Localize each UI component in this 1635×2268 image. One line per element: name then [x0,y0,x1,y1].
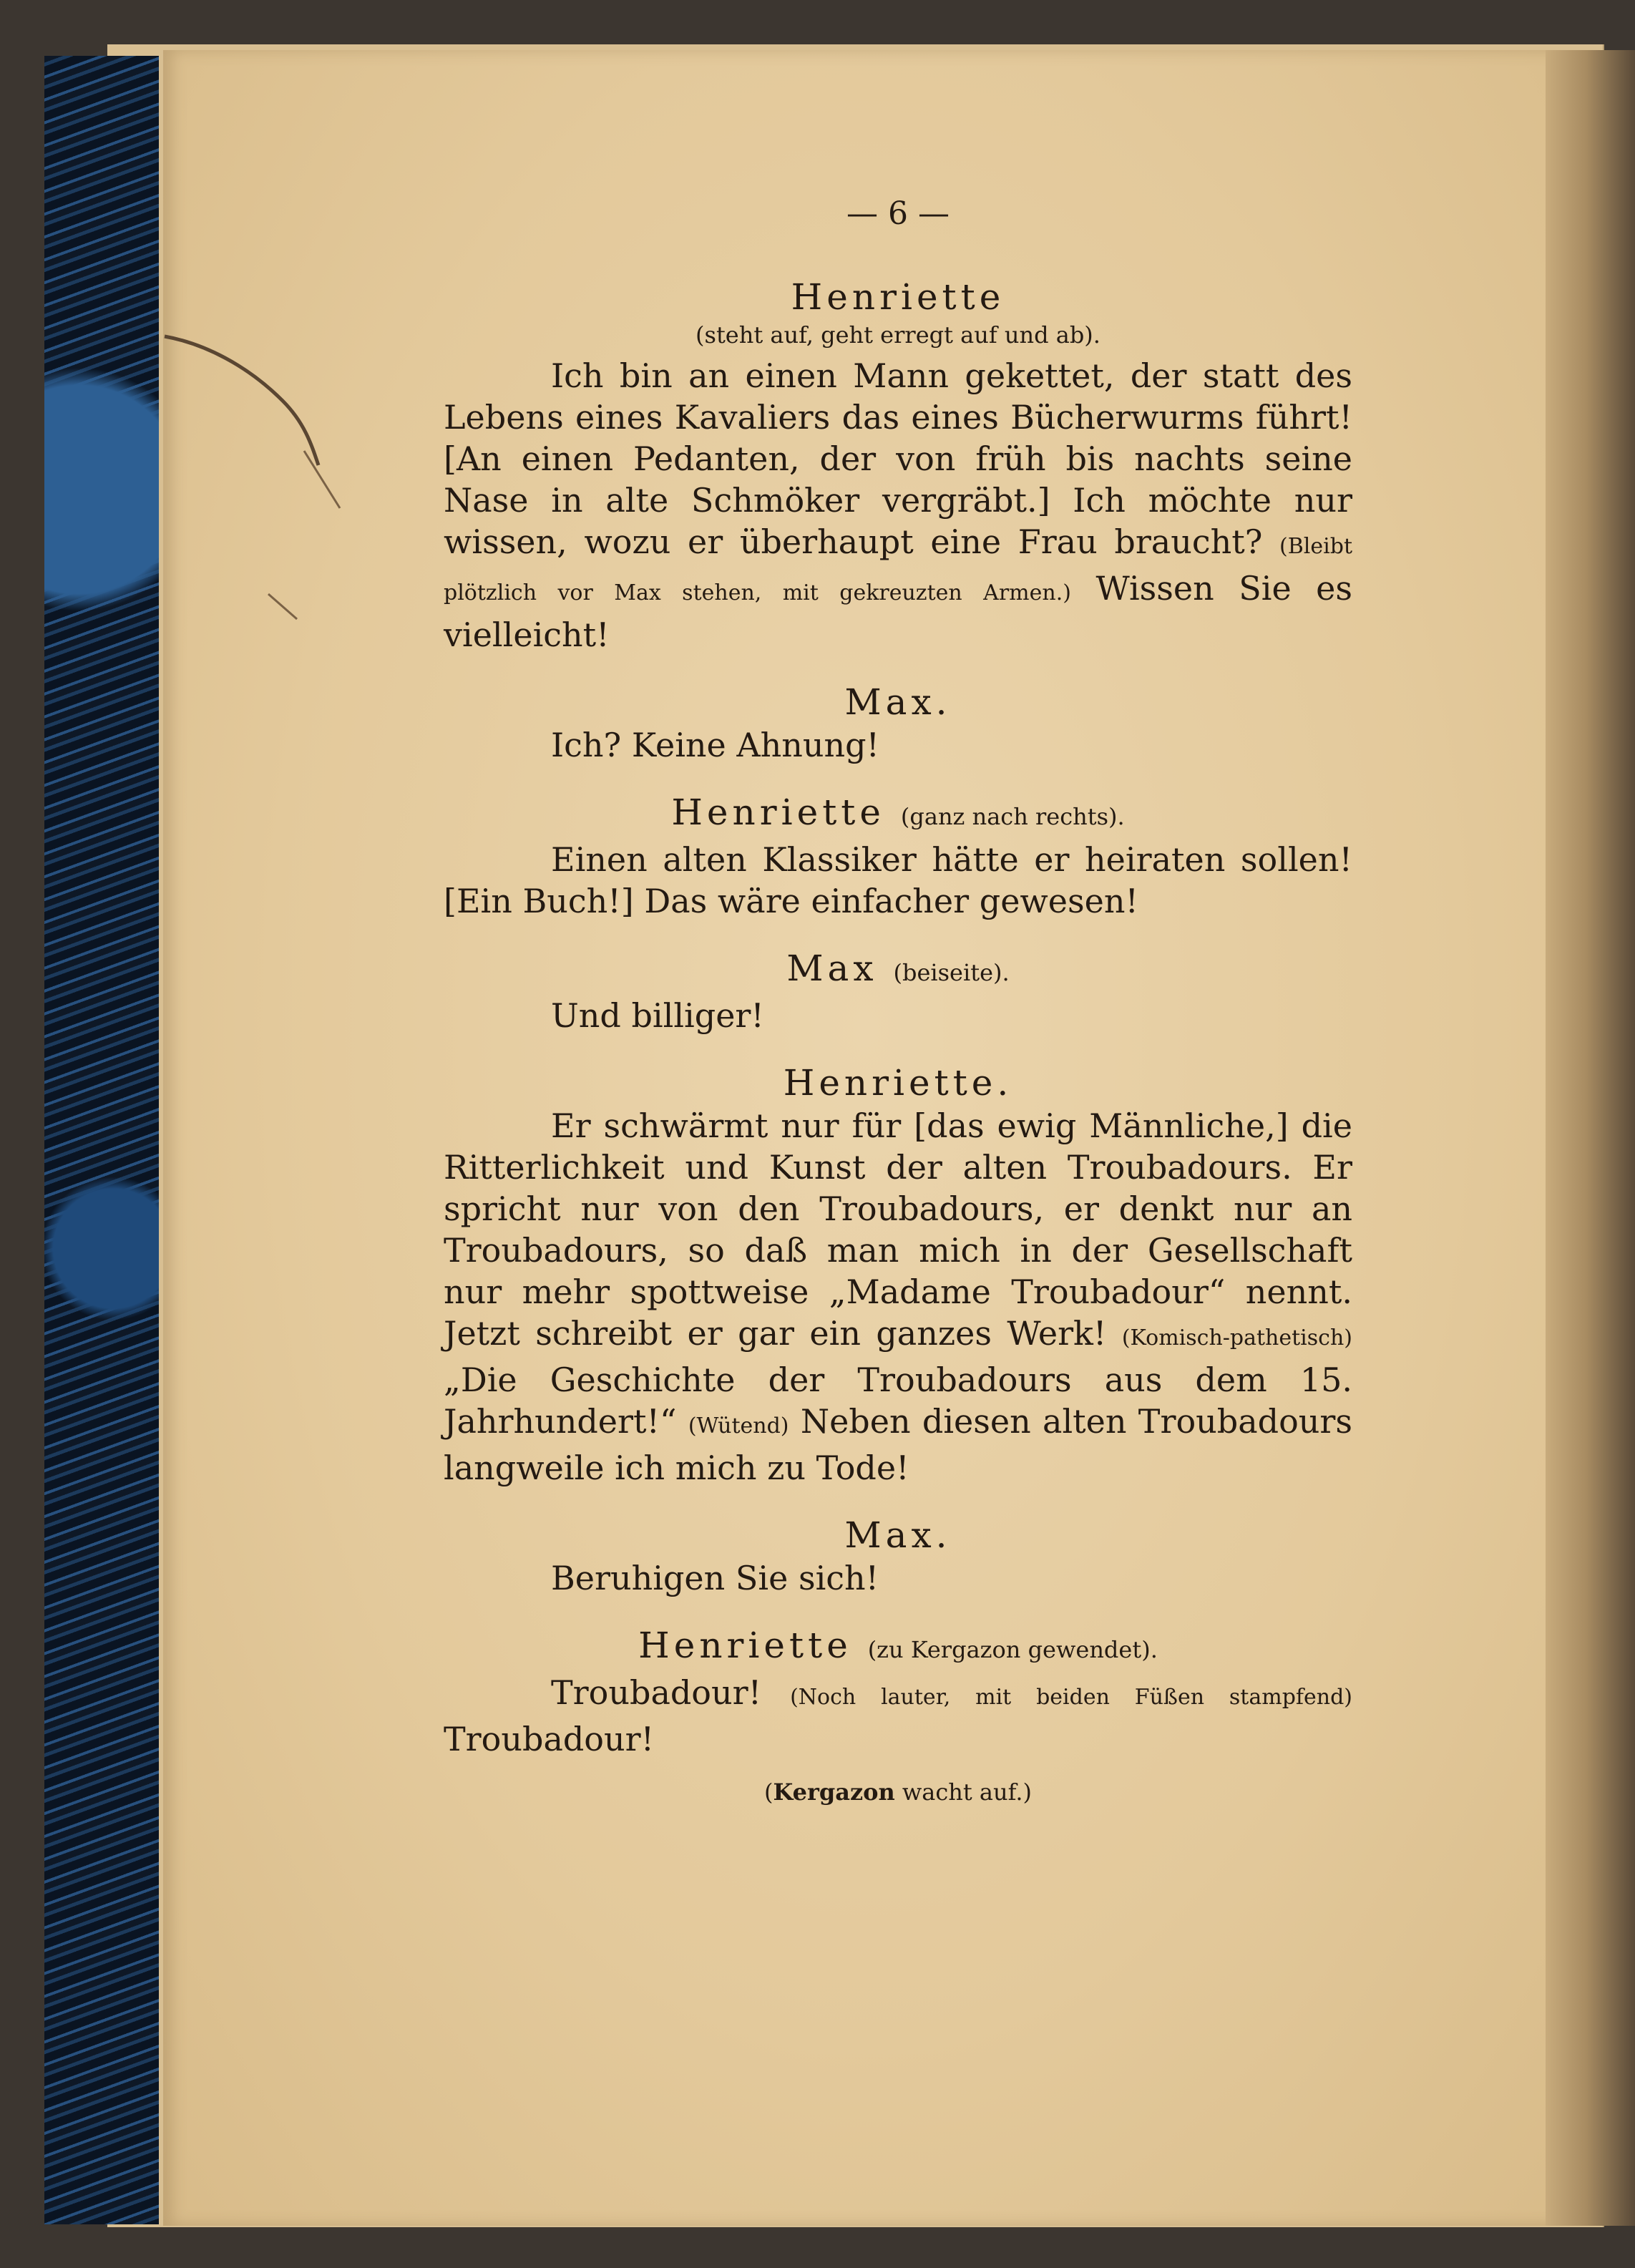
speaker-name: Max. [844,681,952,723]
speech-text: Ich? Keine Ahnung! [551,726,880,764]
speech-text [444,355,1352,656]
speaker-heading [444,275,1352,319]
speech-segment: Neben diesen alten Troubadours langweile ich mich zu Tode! [444,1402,1353,1487]
speech-segment: Er schwärmt nur für [das ewig Männliche,] die Ritterlichkeit und Kunst der alten Troubadours. Er spricht nur von den Troubadours, er denkt nur an Troubadours, so daß man mich in der Gesellschaft nur mehr spottweise „Madame Troubadour“ nennt. Jetzt schreibt er gar ein ganzes Werk! [444,1106,1352,1353]
inline-stage-direction: (Noch lauter, mit beiden Füßen stampfend) [790,1685,1352,1710]
inline-stage-direction: (Komisch-pathetisch) [1121,1325,1352,1350]
speaker-name: Max. [844,1514,952,1556]
speaker-name: Henriette [638,1625,852,1666]
speaker-heading [444,1623,1352,1672]
speech-segment: „Die Geschichte der Troubadours aus dem 15. Jahrhundert!“ [444,1361,1352,1441]
speaker-heading [444,790,1352,839]
speaker-name: Henriette [791,276,1005,318]
closing-stage-direction [444,1771,1352,1813]
speech-text: Einen alten Klassiker hätte er heiraten sollen! [Ein Buch!] Das wäre einfacher gewesen! [444,840,1352,920]
speaker-heading [444,1513,1352,1557]
speaker-heading [444,1061,1352,1105]
speaker-heading [444,946,1352,995]
speech-segment: Troubadour! [444,1720,655,1758]
speech-segment: Wissen Sie es vielleicht! [444,569,1353,654]
paren-open: ( [764,1778,773,1806]
speaker-name: Max [786,948,878,989]
speech-text: Beruhigen Sie sich! [551,1559,879,1597]
speech-segment: Ich bin an einen Mann gekettet, der statt des Lebens eines Kavaliers das eines Bücherwurms führt! [An einen Pedanten, der von früh bis nachts seine Nase in alte Schmöker vergräbt.] Ich möchte nur wissen, wozu er überhaupt eine Frau braucht? [444,356,1352,561]
speech-text [444,1105,1352,1489]
paper-crease [161,322,347,623]
book-gutter [1546,50,1635,2226]
marbled-cover [44,56,159,2224]
page-content [444,193,1352,1813]
speech-text [444,1672,1352,1760]
direction-text: wacht auf.) [894,1778,1032,1806]
speech-text: Und billiger! [551,996,764,1035]
stage-direction: (steht auf, geht erregt auf und ab). [696,321,1100,349]
speaker-name: Henriette [671,792,885,833]
stage-direction: (beiseite). [893,959,1010,986]
character-name: Kergazon [773,1778,895,1806]
stage-direction: (zu Kergazon gewendet). [867,1636,1158,1663]
page-number: — 6 — [846,195,950,232]
inline-stage-direction: (Bleibt plötzlich vor Max stehen, mit gekreuzten Armen.) [444,534,1352,605]
stage-direction: (ganz nach rechts). [900,803,1125,830]
inline-stage-direction: (Wütend) [688,1413,789,1439]
speaker-heading [444,680,1352,724]
speech-segment: Troubadour! [551,1673,762,1712]
speaker-name: Henriette. [783,1062,1013,1104]
